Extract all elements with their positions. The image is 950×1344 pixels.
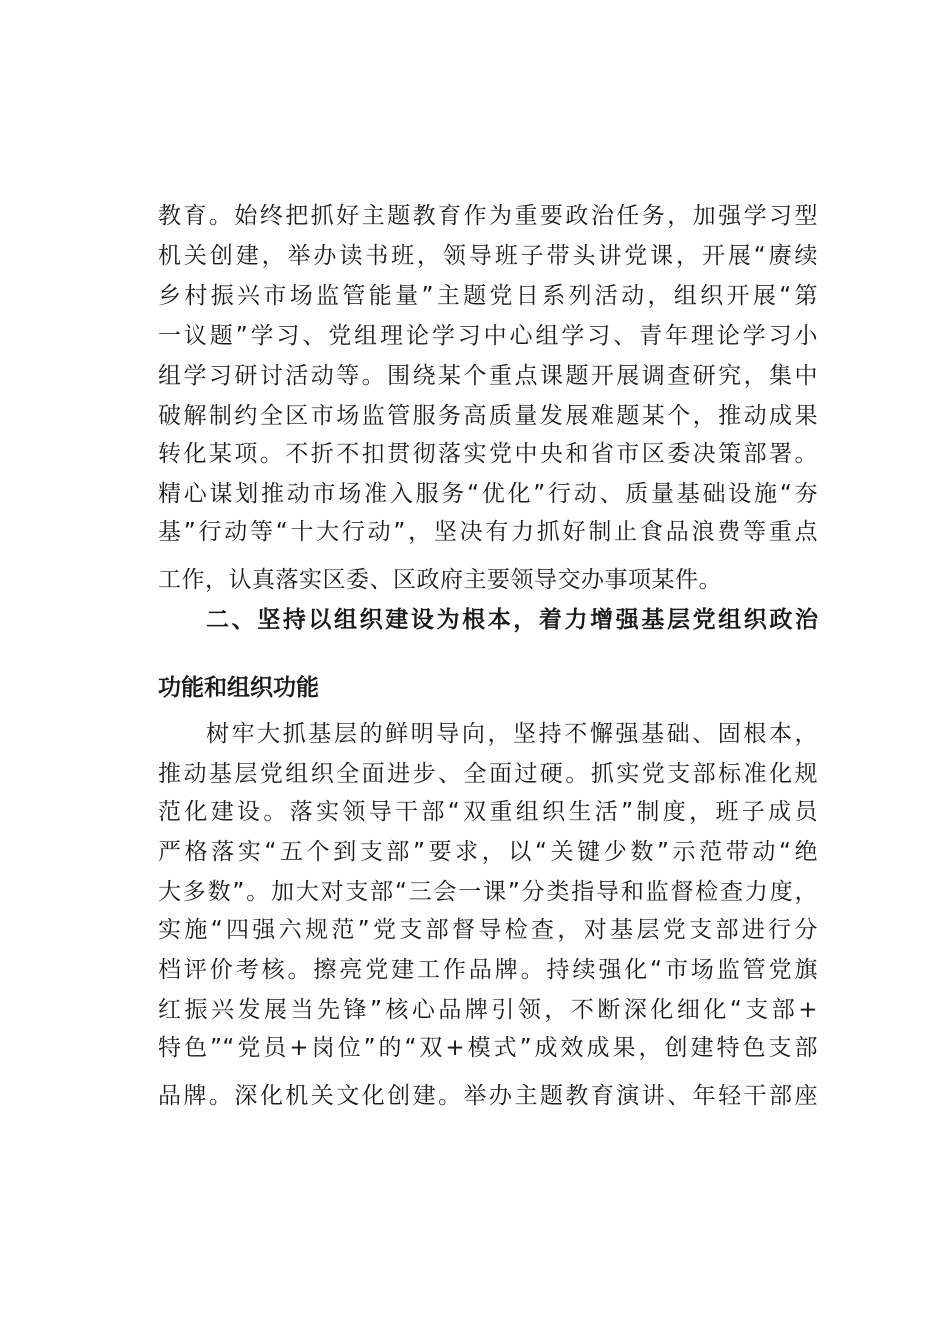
body-text-line: 组学习研讨活动等。围绕某个重点课题开展调查研究，集中 bbox=[158, 363, 818, 389]
body-text-line: 树牢大抓基层的鲜明导向，坚持不懈强基础、固根本， bbox=[206, 721, 818, 747]
body-text-line: 推动基层党组织全面进步、全面过硬。抓实党支部标准化规 bbox=[158, 761, 818, 787]
body-text-line: 转化某项。不折不扣贯彻落实党中央和省市区委决策部署。 bbox=[158, 441, 818, 467]
body-text-line: 破解制约全区市场监管服务高质量发展难题某个，推动成果 bbox=[158, 403, 818, 429]
body-text-line: 机关创建，举办读书班，领导班子带头讲党课，开展“赓续 bbox=[158, 243, 818, 269]
body-text-line: 大多数”。加大对支部“三会一课”分类指导和监督检查力度， bbox=[158, 879, 818, 905]
body-text-line: 乡村振兴市场监管能量”主题党日系列活动，组织开展“第 bbox=[158, 283, 818, 309]
body-text-line: 一议题”学习、党组理论学习中心组学习、青年理论学习小 bbox=[158, 323, 818, 349]
body-text-line: 品牌。深化机关文化创建。举办主题教育演讲、年轻干部座 bbox=[158, 1083, 818, 1109]
body-text-line: 精心谋划推动市场准入服务“优化”行动、质量基础设施“夯 bbox=[158, 481, 818, 507]
body-text-line: 教育。始终把抓好主题教育作为重要政治任务，加强学习型 bbox=[158, 203, 818, 229]
body-text-line: 范化建设。落实领导干部“双重组织生活”制度，班子成员 bbox=[158, 799, 818, 825]
body-text-line: 工作，认真落实区委、区政府主要领导交办事项某件。 bbox=[158, 567, 722, 593]
body-text-line: 档评价考核。擦亮党建工作品牌。持续强化“市场监管党旗 bbox=[158, 957, 818, 983]
body-text-line: 红振兴发展当先锋”核心品牌引领，不断深化细化“支部+ bbox=[158, 997, 818, 1023]
section-heading: 二、坚持以组织建设为根本，着力增强基层党组织政治 bbox=[206, 607, 818, 633]
body-text-line: 实施“四强六规范”党支部督导检查，对基层党支部进行分 bbox=[158, 917, 818, 943]
body-text-line: 基”行动等“十大行动”，坚决有力抓好制止食品浪费等重点 bbox=[158, 519, 818, 545]
section-heading: 功能和组织功能 bbox=[158, 675, 319, 701]
body-text-line: 特色”“党员+岗位”的“双+模式”成效成果，创建特色支部 bbox=[158, 1035, 818, 1061]
body-text-line: 严格落实“五个到支部”要求，以“关键少数”示范带动“绝 bbox=[158, 839, 818, 865]
